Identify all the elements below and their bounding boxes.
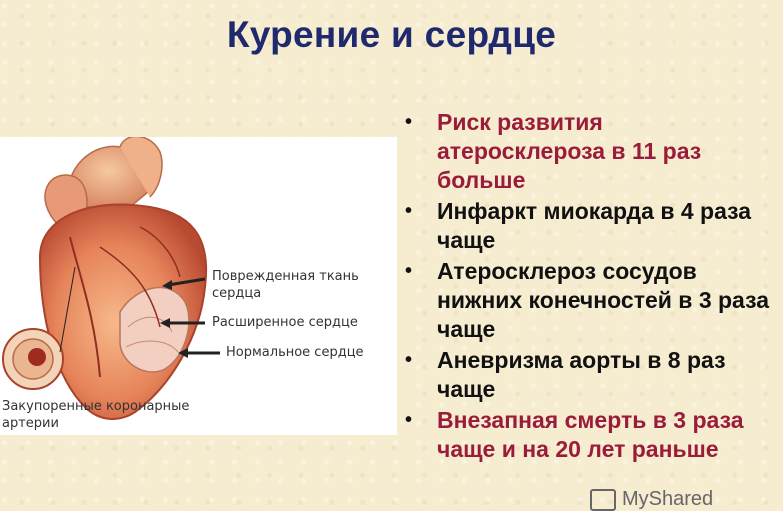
fact-text: Инфаркт миокарда в 4 раза чаще bbox=[437, 198, 752, 253]
artery-lumen bbox=[28, 348, 46, 366]
bullet-dot: • bbox=[405, 409, 413, 431]
watermark-text: MyShared bbox=[622, 488, 714, 510]
fact-item bbox=[405, 108, 775, 195]
fact-text: Внезапная смерть в 3 раза чаще и на 20 лет раньше bbox=[437, 407, 744, 462]
label-normal-heart: Нормальное сердце bbox=[226, 345, 364, 360]
facts-list bbox=[405, 108, 775, 466]
label-damaged-tissue-2: сердца bbox=[212, 286, 262, 301]
fact-item bbox=[405, 257, 775, 344]
bullet-dot: • bbox=[405, 260, 413, 282]
heart-illustration bbox=[0, 137, 397, 435]
label-blocked-coronary-2: артерии bbox=[2, 416, 59, 431]
fact-text: Аневризма аорты в 8 раз чаще bbox=[437, 347, 726, 402]
label-damaged-tissue: Поврежденная ткань bbox=[212, 269, 359, 284]
fact-text: Атеросклероз сосудов нижних конечностей в 3 раза чаще bbox=[437, 258, 770, 342]
fact-item bbox=[405, 346, 775, 404]
presentation-icon bbox=[590, 489, 616, 511]
bullet-dot: • bbox=[405, 200, 413, 222]
slide-title: Курение и сердце bbox=[226, 14, 557, 55]
heart-drawing bbox=[0, 137, 397, 435]
fact-item bbox=[405, 197, 775, 255]
fact-text: Риск развития атеросклероза в 11 раз больше bbox=[437, 109, 702, 193]
bullet-dot: • bbox=[405, 349, 413, 371]
bullet-dot: • bbox=[405, 111, 413, 133]
label-blocked-coronary: Закупоренные коронарные bbox=[2, 399, 190, 414]
watermark bbox=[590, 488, 713, 511]
label-enlarged-heart: Расширенное сердце bbox=[212, 315, 358, 330]
fact-item bbox=[405, 406, 775, 464]
